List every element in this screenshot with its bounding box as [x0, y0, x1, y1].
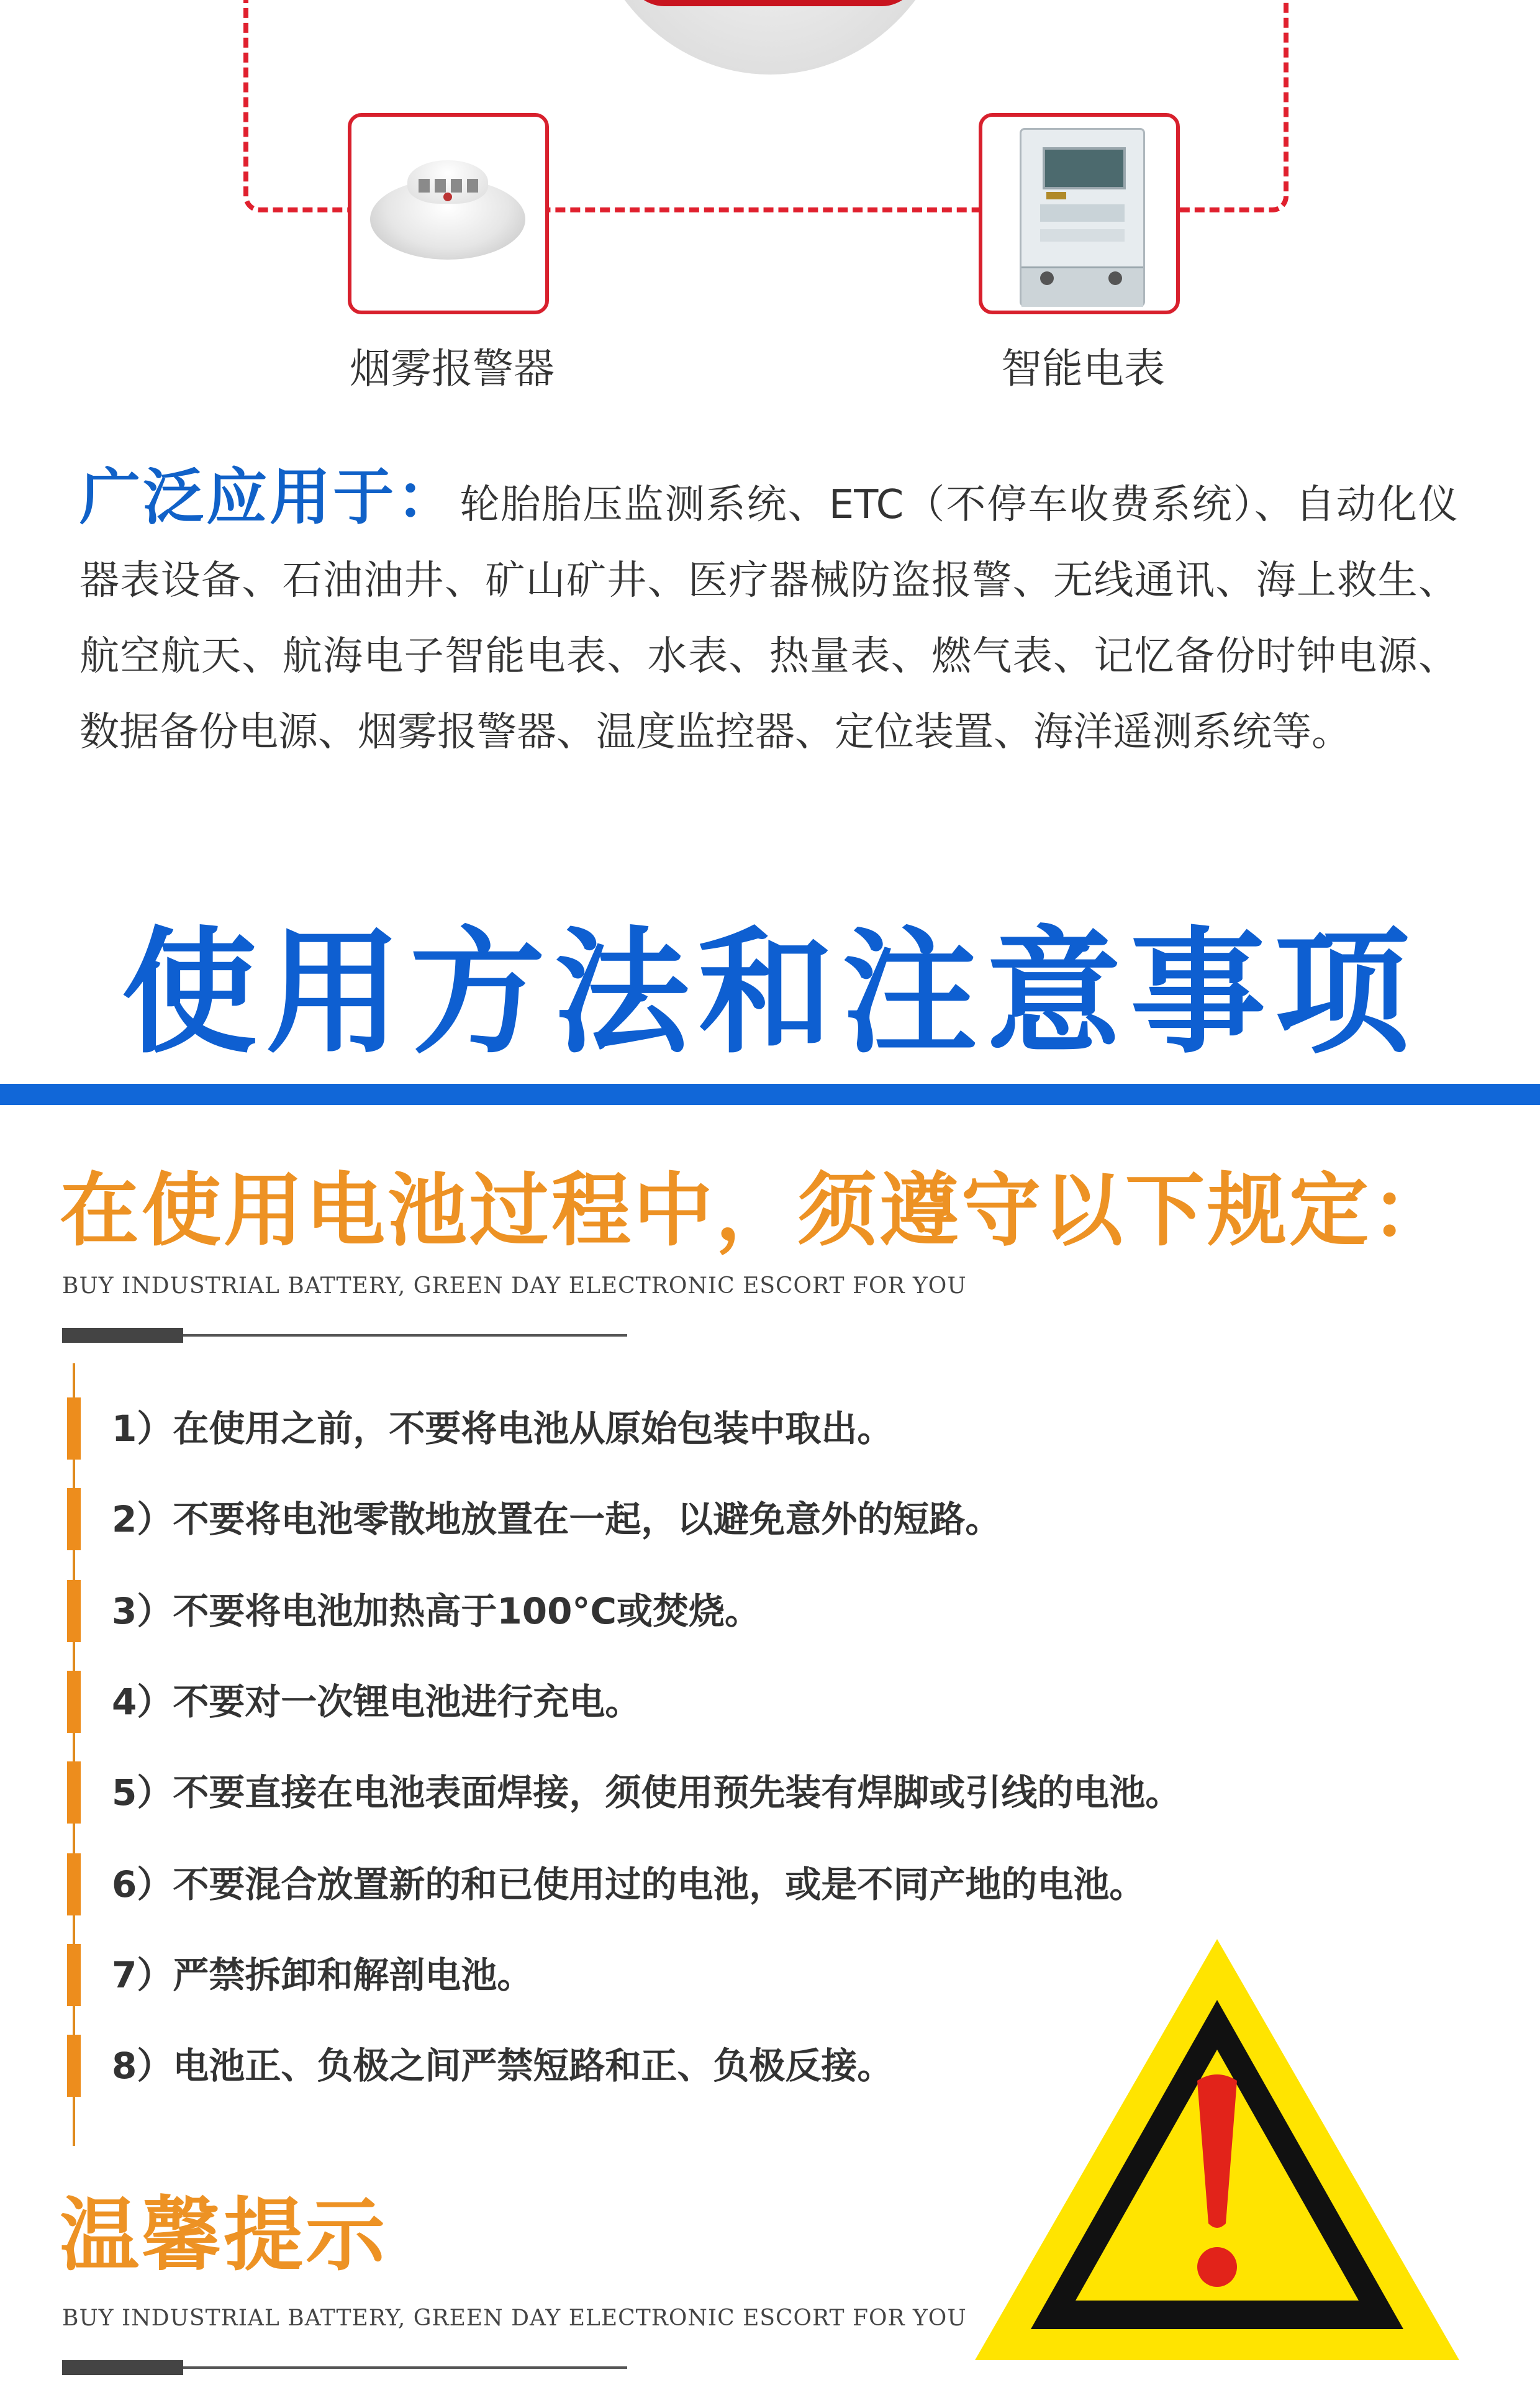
tips-title: 温馨提示	[60, 2189, 388, 2282]
rules-subtitle: BUY INDUSTRIAL BATTERY, GREEN DAY ELECTRONIC ESCORT FOR YOU	[62, 1273, 967, 1299]
applications-title: 广泛应用于：	[79, 462, 460, 533]
section-divider	[0, 1084, 1540, 1105]
tips-subtitle: BUY INDUSTRIAL BATTERY, GREEN DAY ELECTRONIC ESCORT FOR YOU	[62, 2306, 967, 2331]
rules-vertical-line	[73, 1363, 75, 2146]
rules-underline-accent	[62, 1328, 183, 1343]
section-title: 使用方法和注意事项	[122, 915, 1418, 1072]
applications-text: 轮胎胎压监测系统、ETC（不停车收费系统）、自动化仪器表设备、石油油井、矿山矿井、医疗器械防盗报警、无线通讯、海上救生、航空航天、航海电子智能电表、水表、热量表、燃气表、记忆备份时钟电源、数据备份电源、烟雾报警器、温度监控器、定位装置、海洋遥测系统等。	[79, 482, 1458, 755]
smart-meter-card	[979, 113, 1180, 314]
smoke-detector-label: 烟雾报警器	[350, 345, 555, 393]
tips-underline-accent	[62, 2360, 183, 2375]
smoke-detector-image	[370, 154, 525, 278]
smart-meter-label: 智能电表	[1001, 345, 1165, 393]
rules-title: 在使用电池过程中，须遵守以下规定：	[60, 1165, 1454, 1257]
warning-triangle-icon	[969, 1932, 1465, 2366]
smart-meter-image	[1020, 128, 1145, 307]
applications-paragraph	[79, 460, 1458, 770]
smoke-detector-card	[348, 113, 549, 314]
